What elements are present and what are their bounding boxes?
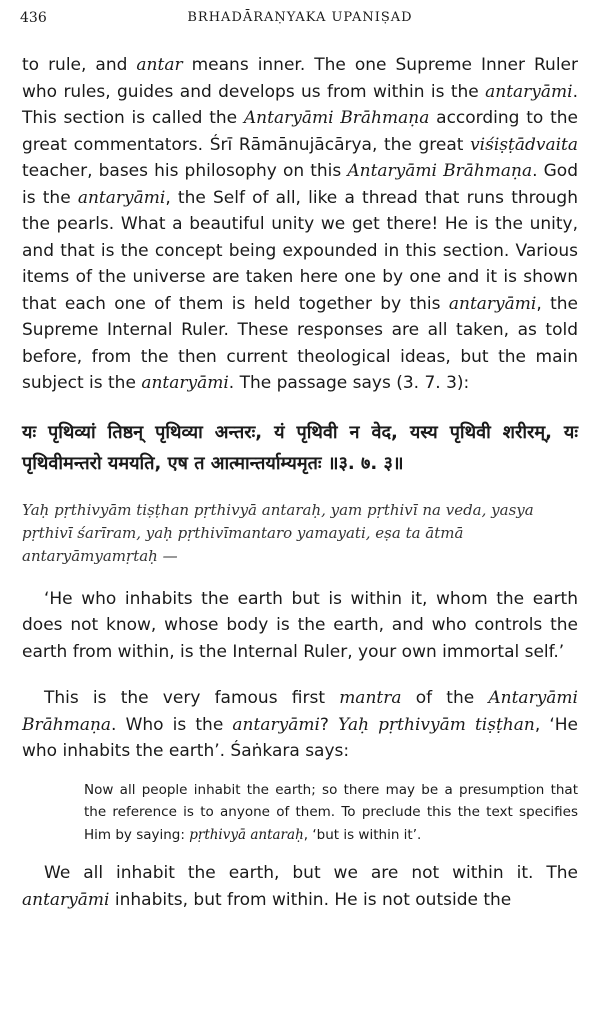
page-header xyxy=(20,10,580,32)
verse-transliteration: Yaḥ pṛthivyām tiṣṭhan pṛthivyā antaraḥ, yam pṛthivī na veda, yasya pṛthivī śarīram, yaḥ pṛthivīmantaro yamayati, eṣa ta ātmā antaryāmyamṛtaḥ — xyxy=(22,500,534,565)
shankara-quote: Now all people inhabit the earth; so there may be a presumption that the reference is to anyone of them. To preclude this the text specifies Him by saying: pṛthivyā antaraḥ, ‘but is within it’. xyxy=(84,781,578,843)
page-body xyxy=(22,52,578,913)
sanskrit-verse: यः पृथिव्यां तिष्ठन् पृथिव्या अन्तरः, यं पृथिवी न वेद, यस्य पृथिवी शरीरम्, यः पृथिवीमन्तरो यमयति, एष त आत्मान्तर्याम्यमृतः ॥३. ७. ३॥ xyxy=(22,421,578,474)
paragraph-inhabit-earth: We all inhabit the earth, but we are not within it. The antaryāmi inhabits, but from within. He is not outside the xyxy=(22,863,578,910)
page-number: 436 xyxy=(20,10,47,26)
running-title: BRHADĀRAṆYAKA UPANIṢAD xyxy=(187,10,413,25)
paragraph-first-mantra: This is the very famous first mantra of the Antaryāmi Brāhmaṇa. Who is the antaryāmi? Yaḥ pṛthivyām tiṣṭhan, ‘He who inhabits the earth’. Śaṅkara says: xyxy=(22,688,578,761)
paragraph-antaryami-intro: to rule, and antar means inner. The one Supreme Inner Ruler who rules, guides and develops us from within is the antaryāmi. This section is called the Antaryāmi Brāhmaṇa according to the great commentators. Śrī Rāmānujācārya, the great viśiṣṭādvaita teacher, bases his philosophy on this Antaryāmi Brāhmaṇa. God is the antaryāmi, the Self of all, like a thread that runs through the pearls. What a beautiful unity we get there! He is the unity, and that is the concept being expounded in this section. Various items of the universe are taken here one by one and it is shown that each one of them is held together by this antaryāmi, the Supreme Internal Ruler. These responses are all taken, as told before, from the then current theological ideas, but the main subject is the antaryāmi. The passage says (3. 7. 3): xyxy=(22,55,579,393)
verse-translation: ‘He who inhabits the earth but is within it, whom the earth does not know, whose body is the earth, and who controls the earth from within, is the Internal Ruler, your own immortal self.’ xyxy=(22,588,578,662)
